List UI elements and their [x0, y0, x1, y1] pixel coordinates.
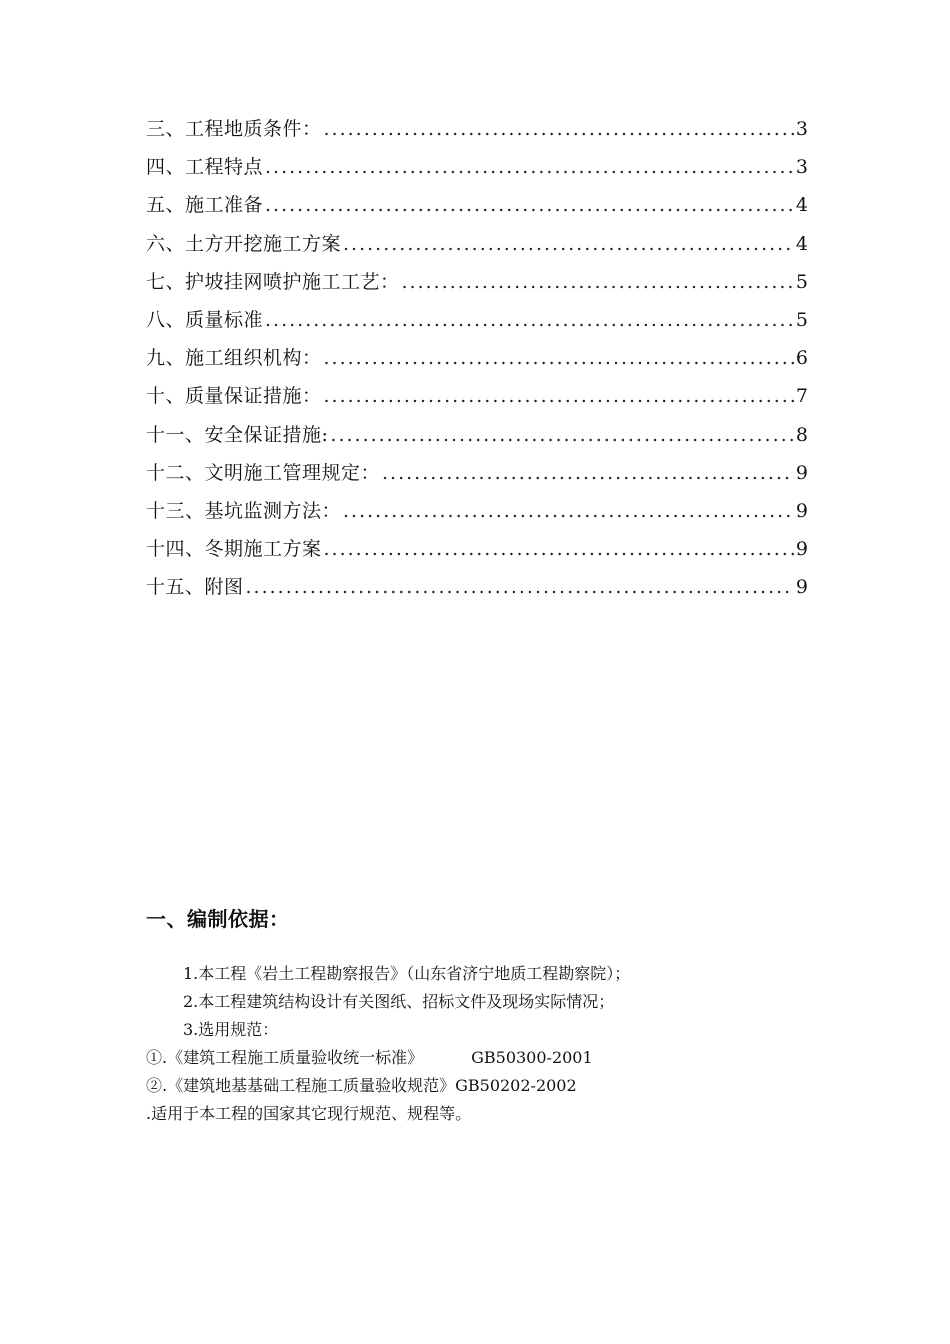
- toc-entry[interactable]: [146, 568, 808, 606]
- toc-entry-title: 九、施工组织机构：: [146, 347, 322, 370]
- toc-dot-leader: [324, 530, 794, 568]
- toc-entry-page: 7: [795, 385, 808, 408]
- toc-entry-page: 6: [795, 347, 808, 370]
- toc-entry-page: 9: [795, 576, 808, 599]
- toc-entry-title: 六、土方开挖施工方案: [146, 232, 342, 255]
- standard-code: GB50300-2001: [471, 1048, 593, 1067]
- toc-entry[interactable]: [146, 377, 808, 415]
- standard-name: ①.《建筑工程施工质量验收统一标准》: [146, 1048, 424, 1067]
- toc-dot-leader: [324, 339, 794, 377]
- toc-entry-title: 十三、基坑监测方法：: [146, 499, 342, 522]
- toc-entry[interactable]: [146, 148, 808, 186]
- toc-dot-leader: [265, 186, 794, 224]
- toc-entry-title: 八、质量标准: [146, 308, 264, 331]
- basis-item: 3.选用规范：: [183, 1020, 279, 1039]
- toc-entry-title: 三、工程地质条件：: [146, 118, 322, 140]
- toc-entry[interactable]: [146, 225, 808, 263]
- toc-entry-page: 9: [795, 499, 808, 522]
- toc-entry-page: 4: [795, 232, 808, 255]
- toc-entry-page: 5: [795, 270, 808, 293]
- toc-dot-leader: [324, 110, 794, 148]
- standard-code: GB50202-2002: [455, 1076, 577, 1095]
- toc-entry-title: 十一、安全保证措施:: [146, 423, 329, 446]
- toc-entry[interactable]: [146, 263, 808, 301]
- toc-entry-title: 十、质量保证措施：: [146, 385, 322, 408]
- toc-dot-leader: [330, 416, 794, 454]
- toc-dot-leader: [402, 263, 794, 301]
- toc-entry-page: 5: [795, 308, 808, 331]
- toc-entry-page: 3: [795, 156, 808, 179]
- toc-entry-title: 四、工程特点: [146, 156, 264, 179]
- toc-entry-page: 9: [795, 538, 808, 561]
- toc-dot-leader: [343, 492, 794, 530]
- toc-entry[interactable]: [146, 530, 808, 568]
- standard-line: [146, 1044, 846, 1072]
- basis-item: 1.本工程《岩土工程勘察报告》（山东省济宁地质工程勘察院）；: [183, 964, 631, 983]
- standard-name: ②.《建筑地基基础工程施工质量验收规范》: [146, 1076, 456, 1095]
- toc-entry[interactable]: [146, 301, 808, 339]
- toc-entry[interactable]: [146, 492, 808, 530]
- toc-entry[interactable]: [146, 339, 808, 377]
- toc-dot-leader: [265, 148, 794, 186]
- toc-entry-page: 8: [795, 423, 808, 446]
- toc-entry-title: 五、施工准备: [146, 194, 264, 217]
- toc-entry-title: 十二、文明施工管理规定：: [146, 461, 381, 484]
- toc-dot-leader: [265, 301, 794, 339]
- table-of-contents: [146, 110, 808, 606]
- toc-dot-leader: [343, 225, 794, 263]
- toc-entry-page: 9: [795, 461, 808, 484]
- basis-item: 2.本工程建筑结构设计有关图纸、招标文件及现场实际情况；: [183, 992, 615, 1011]
- toc-entry-title: 十四、冬期施工方案: [146, 538, 322, 561]
- toc-entry-title: 十五、附图: [146, 576, 244, 599]
- toc-dot-leader: [246, 568, 794, 606]
- standard-line: [146, 1072, 846, 1100]
- section-body: [146, 960, 846, 1128]
- closing-line: .适用于本工程的国家其它现行规范、规程等。: [146, 1104, 472, 1123]
- toc-entry[interactable]: [146, 416, 808, 454]
- section-heading: 一、编制依据：: [146, 907, 290, 931]
- toc-entry-page: 4: [795, 194, 808, 217]
- toc-entry[interactable]: [146, 110, 808, 148]
- toc-entry[interactable]: [146, 454, 808, 492]
- toc-entry[interactable]: [146, 186, 808, 224]
- toc-entry-page: 3: [795, 118, 808, 140]
- toc-dot-leader: [382, 454, 794, 492]
- toc-entry-title: 七、护坡挂网喷护施工工艺：: [146, 270, 400, 293]
- toc-dot-leader: [324, 377, 794, 415]
